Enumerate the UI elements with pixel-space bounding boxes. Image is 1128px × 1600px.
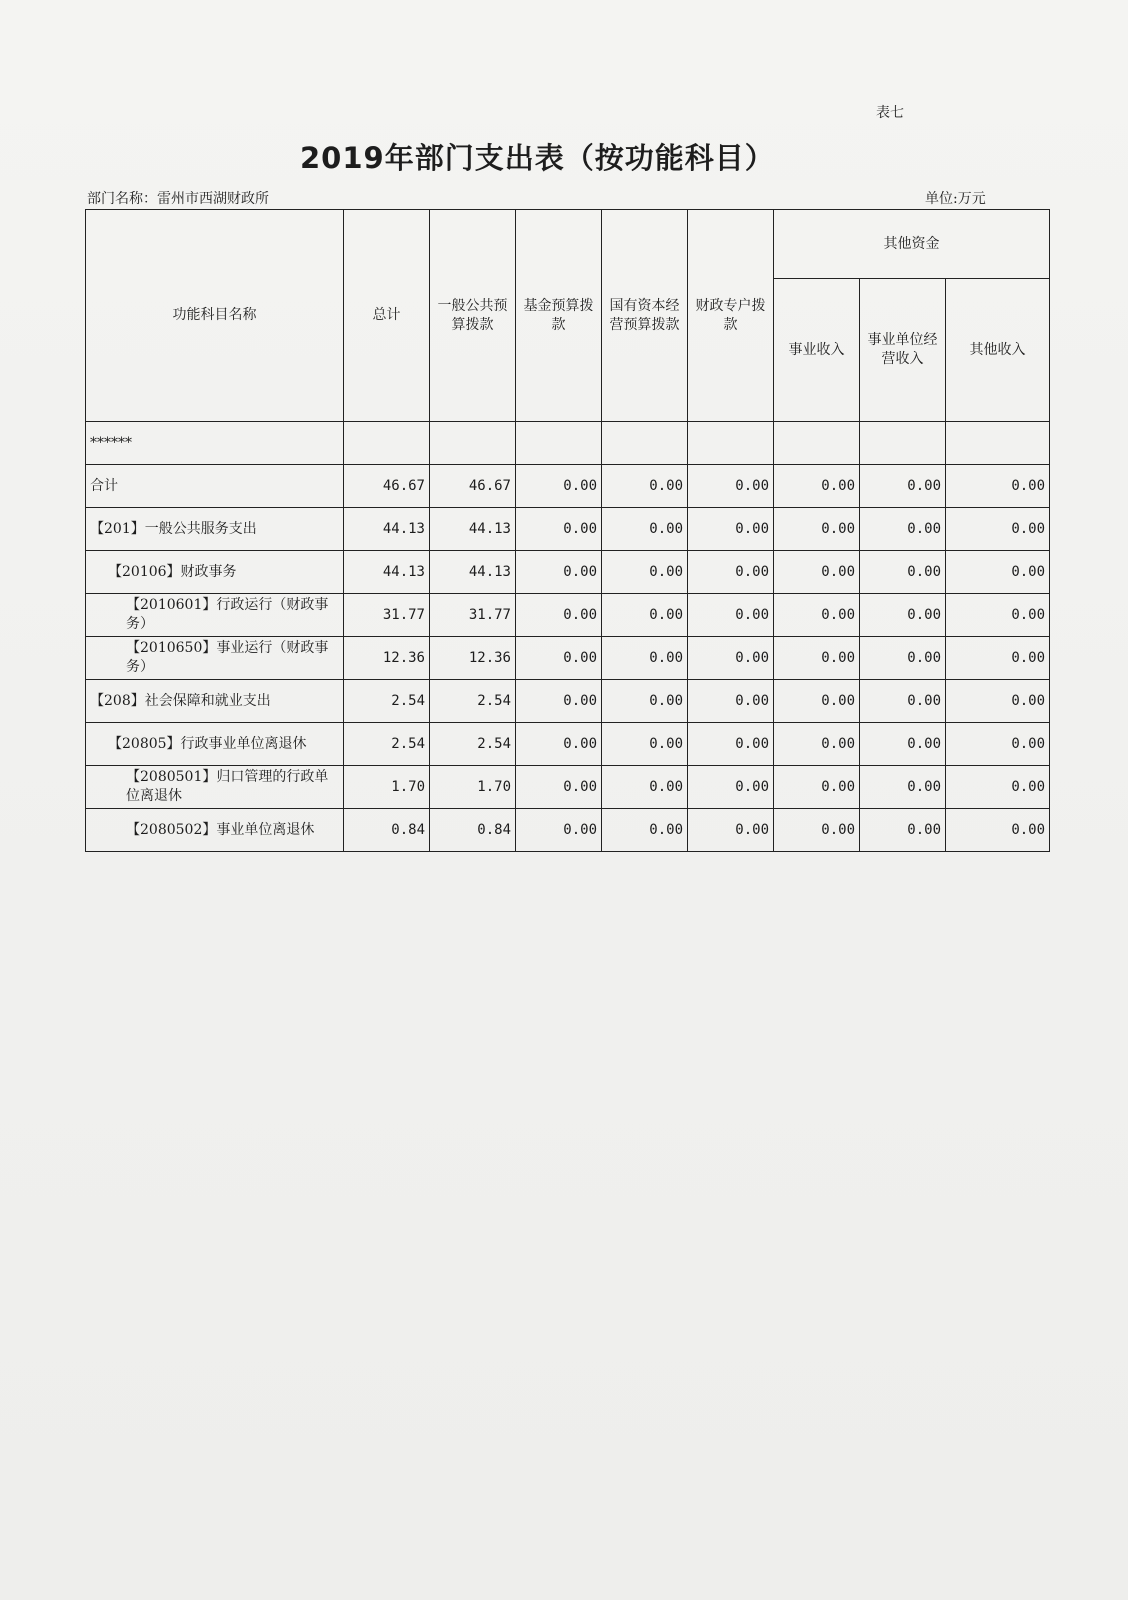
row-value-cell: 0.00	[602, 465, 688, 508]
row-value-cell: 31.77	[430, 594, 516, 637]
row-value-cell: 0.00	[946, 680, 1050, 723]
row-value-cell: 2.54	[430, 723, 516, 766]
row-value-cell: 0.00	[946, 594, 1050, 637]
row-value-cell: 0.00	[774, 508, 860, 551]
header-business-income: 事业收入	[774, 279, 860, 422]
row-value-cell: 0.00	[516, 594, 602, 637]
row-value-cell: 0.00	[688, 465, 774, 508]
row-value-cell: 1.70	[344, 766, 430, 809]
row-value-cell: 0.00	[774, 766, 860, 809]
row-value-cell: 12.36	[344, 637, 430, 680]
row-value-cell: 31.77	[344, 594, 430, 637]
header-function-name: 功能科目名称	[86, 210, 344, 422]
header-other-income: 其他收入	[946, 279, 1050, 422]
row-value-cell: 0.00	[774, 637, 860, 680]
row-value-cell: 0.00	[688, 551, 774, 594]
expenditure-table	[85, 209, 1050, 852]
table-row	[86, 594, 1050, 637]
row-value-cell: 0.84	[430, 809, 516, 852]
row-value-cell: 0.00	[860, 766, 946, 809]
row-value-cell: 0.00	[946, 809, 1050, 852]
row-value-cell: 0.00	[946, 508, 1050, 551]
table-number: 表七	[876, 105, 904, 121]
row-function-name: 【20106】财政事务	[86, 551, 344, 594]
row-value-cell: 0.00	[688, 637, 774, 680]
row-function-name: 【2010650】事业运行（财政事务）	[86, 637, 344, 680]
row-value-cell: 0.00	[946, 723, 1050, 766]
row-value-cell: 0.00	[946, 637, 1050, 680]
row-value-cell: 0.00	[774, 680, 860, 723]
row-value-cell: 0.00	[516, 809, 602, 852]
row-value-cell: 0.00	[516, 508, 602, 551]
row-function-name: 【2080501】归口管理的行政单位离退休	[86, 766, 344, 809]
row-value-cell: 0.00	[774, 809, 860, 852]
row-value-cell: 0.00	[602, 680, 688, 723]
row-value-cell: 0.00	[774, 723, 860, 766]
row-value-cell: 0.00	[860, 594, 946, 637]
row-value-cell: 0.00	[946, 465, 1050, 508]
row-value-cell: 44.13	[430, 551, 516, 594]
row-value-cell: 0.00	[774, 551, 860, 594]
row-value-cell: 1.70	[430, 766, 516, 809]
row-value-cell: 44.13	[344, 551, 430, 594]
marker-cell: ******	[86, 422, 344, 465]
header-state-capital: 国有资本经营预算拨款	[602, 210, 688, 422]
row-value-cell: 0.00	[860, 637, 946, 680]
header-business-unit-income: 事业单位经营收入	[860, 279, 946, 422]
row-value-cell: 0.00	[688, 508, 774, 551]
table-row	[86, 551, 1050, 594]
row-value-cell: 0.00	[602, 594, 688, 637]
row-value-cell: 0.00	[860, 809, 946, 852]
table-row	[86, 723, 1050, 766]
unit-label: 单位:万元	[925, 191, 986, 207]
table-row	[86, 465, 1050, 508]
table-row	[86, 637, 1050, 680]
row-value-cell: 2.54	[430, 680, 516, 723]
row-value-cell: 44.13	[430, 508, 516, 551]
row-value-cell: 0.00	[516, 551, 602, 594]
row-value-cell: 44.13	[344, 508, 430, 551]
table-marker-row	[86, 422, 1050, 465]
row-value-cell: 0.00	[860, 723, 946, 766]
row-value-cell: 0.00	[516, 766, 602, 809]
row-value-cell: 0.00	[516, 637, 602, 680]
header-special-account: 财政专户拨款	[688, 210, 774, 422]
header-total: 总计	[344, 210, 430, 422]
row-value-cell: 0.00	[602, 809, 688, 852]
table-row	[86, 508, 1050, 551]
row-value-cell: 0.00	[516, 465, 602, 508]
row-value-cell: 0.00	[602, 551, 688, 594]
row-value-cell: 0.00	[774, 465, 860, 508]
row-value-cell: 0.00	[602, 508, 688, 551]
row-value-cell: 0.00	[774, 594, 860, 637]
row-value-cell: 0.00	[860, 680, 946, 723]
row-function-name: 【201】一般公共服务支出	[86, 508, 344, 551]
row-value-cell: 0.00	[602, 766, 688, 809]
row-value-cell: 2.54	[344, 723, 430, 766]
row-function-name: 合计	[86, 465, 344, 508]
row-value-cell: 12.36	[430, 637, 516, 680]
table-row	[86, 766, 1050, 809]
row-value-cell: 0.00	[688, 766, 774, 809]
row-value-cell: 0.00	[860, 551, 946, 594]
row-function-name: 【208】社会保障和就业支出	[86, 680, 344, 723]
header-fund-budget: 基金预算拨款	[516, 210, 602, 422]
row-value-cell: 0.00	[946, 766, 1050, 809]
row-value-cell: 0.00	[688, 680, 774, 723]
row-value-cell: 0.00	[516, 680, 602, 723]
row-function-name: 【20805】行政事业单位离退休	[86, 723, 344, 766]
row-value-cell: 0.00	[860, 508, 946, 551]
header-other-funds: 其他资金	[774, 210, 1050, 279]
row-value-cell: 0.84	[344, 809, 430, 852]
row-function-name: 【2080502】事业单位离退休	[86, 809, 344, 852]
page-title: 2019年部门支出表（按功能科目）	[300, 141, 775, 175]
row-function-name: 【2010601】行政运行（财政事务）	[86, 594, 344, 637]
row-value-cell: 0.00	[860, 465, 946, 508]
row-value-cell: 46.67	[430, 465, 516, 508]
row-value-cell: 2.54	[344, 680, 430, 723]
table-row	[86, 680, 1050, 723]
department-name: 部门名称：雷州市西湖财政所	[87, 191, 269, 207]
row-value-cell: 46.67	[344, 465, 430, 508]
row-value-cell: 0.00	[602, 637, 688, 680]
row-value-cell: 0.00	[688, 809, 774, 852]
row-value-cell: 0.00	[946, 551, 1050, 594]
row-value-cell: 0.00	[602, 723, 688, 766]
row-value-cell: 0.00	[688, 723, 774, 766]
table-row	[86, 809, 1050, 852]
row-value-cell: 0.00	[688, 594, 774, 637]
row-value-cell: 0.00	[516, 723, 602, 766]
header-general-budget: 一般公共预算拨款	[430, 210, 516, 422]
